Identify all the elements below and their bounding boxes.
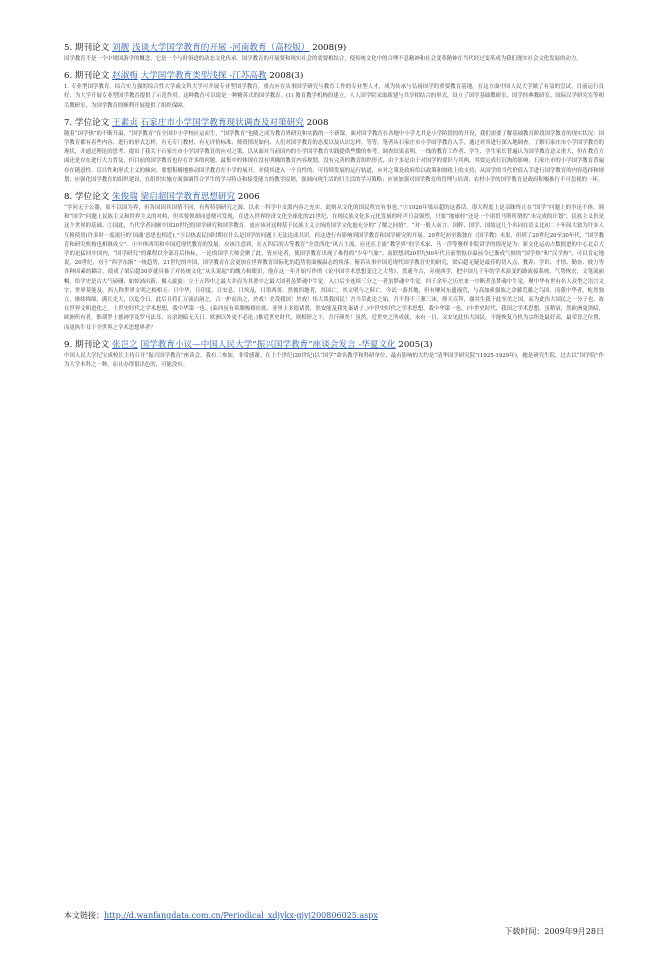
entry-6 — [64, 70, 604, 111]
link-label: 本文链接： — [64, 911, 104, 920]
author-link[interactable]: 朱俊瑞 — [112, 192, 138, 203]
entry-heading — [64, 117, 604, 129]
entry-abstract: “学问无于公器，原不以国为界，但各国因其国情不同，有所特别研究之源，以求一科学中支派内容之充实，此则从文化的国民所宜有事也。”①1926年梁启超的这番话，很大程度上是亲睐终止在“国学”问题上的争论不休，调和“国学”问题上民族主义和世界主义的对峙，但其要领却同意便可发现，在进入世界经济文化全球化的21世纪，在现民族文化多元化发展的呼声日益强烈，只要“地球村”还是一个诸贯马斯所谓的“未完成的计划”，民族主义仍是这个世界的基础。②国此，当代学者同顾中国20世纪的国学研究和国学教育，更应该对这种基于民族主义立场的国学文化抱充分的“了解之同情”。“对一般人而言，国粹、国学、国故这几个名词在语义比初二十年间大致为许多人互换使用(许多时一度流行的‘国魂’意思也相近)。”③以热衷民国时期在什么是国学的问题上无法达成共识，但这进行有影响到国学教育和国学研究的开展。20世纪初至陈独在《国学教》未果，但到了20世纪20至30年代，“国学教育和研究机构也相继成立”。④中体西用和中国近现代教育的发展，应该注意到，在五四后的古等教育“全盘西化”风占主流，应还在主流“教学界”的学术家、马一浮等聚样非院讲学的情况是为：新文化运动占数据进的中心北京大学的迅猛回中国内，“国学研究”的课程以全部育后指标，一论的国学大师会聚了此，皆应论者，使国学教育出现了难得的“少年气象”；而联想到20世纪90年代日前惜惦存温前令已渐成气候的“国学热”和“汉学热”，可以肯定地说，20世纪，对于“西学东渐”一统趋势，21世纪的中国，国学教育在会更加在世界教育国际化的趋势将面极温志的角落。俯若从事中国近现代国学教育史的研究，梁启超无疑是最佳的切入点，教养、学识、才情、勤奋、彼力等各种因素的耦合，使成了梁启超30岁就具备了对传统文化“从头说起”的魄力和眼识，他在这一年开始写作的《论中国学术思想变迁之大势》，贯通今古，旁视西学，把中国几千年的学术演变的路流接系统，气势恢宏，文笔流丽暢，给学史是古大气磅礴，如惊涌出新，摄人旋旋；立于五四中之最大并而为其著中之最大国者虽梦魂中牛觉。入口后全连续三分之一者虽梦魂中牛觉。四千余年之历史来一中断者虽梦魂中牛觉。聚中华有世有名人众型之语言文字，世界莫能及，西人称世界文明之相相五：日中华，日印度，日安息，日埃及，日墨西哥。然彼四地者，其国亡，其文明与之俱亡。今试一游其地，但有摩河东遗漫荒，与高加索强族之余藤荒藤之鸟国，而我中华者，屹然独立，继续绵绵，满长光大，以迄今日。此后且将汇万流而洞之，合一炉而治之，於戏！美哉我国！於戏！伟大哉我国民！吾当草此论之始，吾不得不三薰三沐，仰天百拜，谢其生我于此至美之国，而为此伟大国民之一分子也。故在世界文明进化之，上世史时代之学术思想，我中华第一也。(泰西虽有希腊梭格拉底、亚里士多德诸贤，然安能及我先秦诸子。)中世史时代之学术思想，我中华第一也。(中世史时代，我国之学术思想，虽稍衰，然欧洲更黑暗，欧洲所有者，惟琐罗士德神学及罗马法耳，自余则暗无天日。欧洲以外更不必论。)惟近世史时代，则相形之下，吾汗颜矣！虽然，近世史之所成就，未有一日，又安见此伟大国民，不能恢复乃机为宗所处最好高，最荣誉之位置，而更执牛耳于全世界之学术思想界者？ — [64, 205, 604, 331]
entry-type: 9. 期刊论文 — [64, 339, 110, 350]
title-link[interactable]: 石家庄市小学国学教育现状调查及对策研究 — [140, 117, 304, 128]
title-link[interactable]: 大学国学教育类型浅探 -江苏高教 — [140, 71, 267, 82]
entry-9 — [64, 339, 604, 370]
title-link[interactable]: 梁启超国学教育思想研究 — [140, 192, 236, 203]
document-body — [64, 42, 604, 376]
entry-abstract: 国学教育不是一个中规国游学的概念，它是一个与时俱进的动态文化传承。国学教育的开展要和现实社会的需要相结合，使传统文化中的合理不息精神和社会变革精神在当代经过变革成为我们现实社会文化发展的动力。 — [64, 56, 582, 62]
entry-5 — [64, 42, 604, 64]
entry-year: 2006 — [237, 192, 260, 203]
entry-heading — [64, 339, 604, 351]
author-link[interactable]: 王素贞 — [112, 117, 138, 128]
entry-year: 2008 — [306, 117, 329, 128]
entry-abstract: 随着“国学热”的不断升温，“国学教育”在全国中小学校应运而生，“国学教育”也随之成为教育界研究和实践的一个新课。面对国学教育在各地中小学尤其是小学阶段的的开设，我们需要了解基础教育阶段国学教育的现实状况：国学教育都有着些内容、进行的形式怎样，有无专门教材、有无评价标准、师资情况如何、人们对国学教育的态度以及认识怎样，等等。笔者从石家庄市小学国学教育入手，通过对其进行深入地调查，了解石家庄市小学国学教育的现状，并通过理论的思考，提出了我关于石家庄市小学国学教育的应对之策，以从面对当前国内的小学国学教育实践提供些微的参考。调查结果表明，一线的教育工作者、学生、学生家长普遍认为国学教育意义重大，但在教育方面还是存在进行大力普及，但目前的国学教育也存在许多的问题，最集中的体现在没有明确的教育内容规划，没有完善的教育组织形式，由于多是由于对国学的要识与其两，其要定成行沉淘的影响，石家庄市的小学国学教育普遍存在随意性、盲目性和形式主义的倾向。要想积极地推动国学教育在小学的展开，并使其进入一个良性的、可持续发展的运行轨道，应对之策是政府给以政策和财政上的支持；从国学的当代价值入手进行国学教育的内容选择和规划；应强化国学教育的组织建设，在组织实施方面强调符合学生的学习特点和接受能力的教学原则，强调向现生活的归主活的学习策略；应该加强对国学教育的管理与培训；农村小学的国学教育是政府积极推行不可忽视的一环。 — [64, 130, 604, 183]
entry-year: 2005(3) — [398, 339, 433, 350]
entry-heading — [64, 42, 604, 54]
author-link[interactable]: 赵淑梅 — [112, 71, 138, 82]
article-link[interactable]: http://d.wanfangdata.com.cn/Periodical_xdjykx-gjyj200806025.aspx — [104, 911, 378, 920]
entry-abstract: 1. 专业型国学教育。综合实力强的综合性大学或文科大学可开展专业型国学教育，重点应在从事国学研究与教育工作的专业型人才，成为传承与弘扬国学的重要教育基地。在这方面中国人民大学做了有益的尝试。目前运行良好，为大学开展专业型国学教育提供了示范作用。这种教育可以说是一种精英式的国学教育。(1) 教育教学机构的建立。人人国学院采取新建与共享相结合的形式，设立了国学基础教研室、国学经典教研室、国际汉学研究室等相关教研室，为国学教育的顺利开展提供了组织保障。 — [64, 84, 604, 109]
document-footer — [64, 910, 604, 936]
author-link[interactable]: 张岂之 — [112, 339, 138, 350]
entry-type: 5. 期刊论文 — [64, 43, 110, 53]
entry-type: 6. 期刊论文 — [64, 71, 110, 82]
entry-type: 8. 学位论文 — [64, 192, 110, 203]
download-time: 下载时间：2009年9月28日 — [504, 927, 604, 936]
author-link[interactable]: 刘靓 — [112, 43, 130, 53]
entry-7 — [64, 117, 604, 185]
entry-type: 7. 学位论文 — [64, 117, 110, 128]
entry-8 — [64, 191, 604, 333]
entry-heading — [64, 191, 604, 203]
entry-abstract: 中国人民大学纪宝成校长主持召开“振兴国学教育”座谈会，我有三参加，非常感谢。在上个世纪(20世纪)以“国学”命名教学和科研单位，最有影响的大约是“清华国学研究院”(1925-1929年)，她是研究生院，过去以“国学院”作为大学本科之一种，而且办得很出色的，可能没有。 — [64, 352, 604, 369]
entry-year: 2008(9) — [312, 43, 347, 53]
title-link[interactable]: 国学教育小议—中国人民大学“振兴国学教育”座谈会发言 -华夏文化 — [140, 339, 396, 350]
article-link-line — [64, 910, 604, 921]
title-link[interactable]: 浅谈大学国学教育的开展 -河南教育（高校版） — [131, 43, 310, 53]
entry-year: 2008(3) — [269, 71, 304, 82]
entry-heading — [64, 70, 604, 82]
